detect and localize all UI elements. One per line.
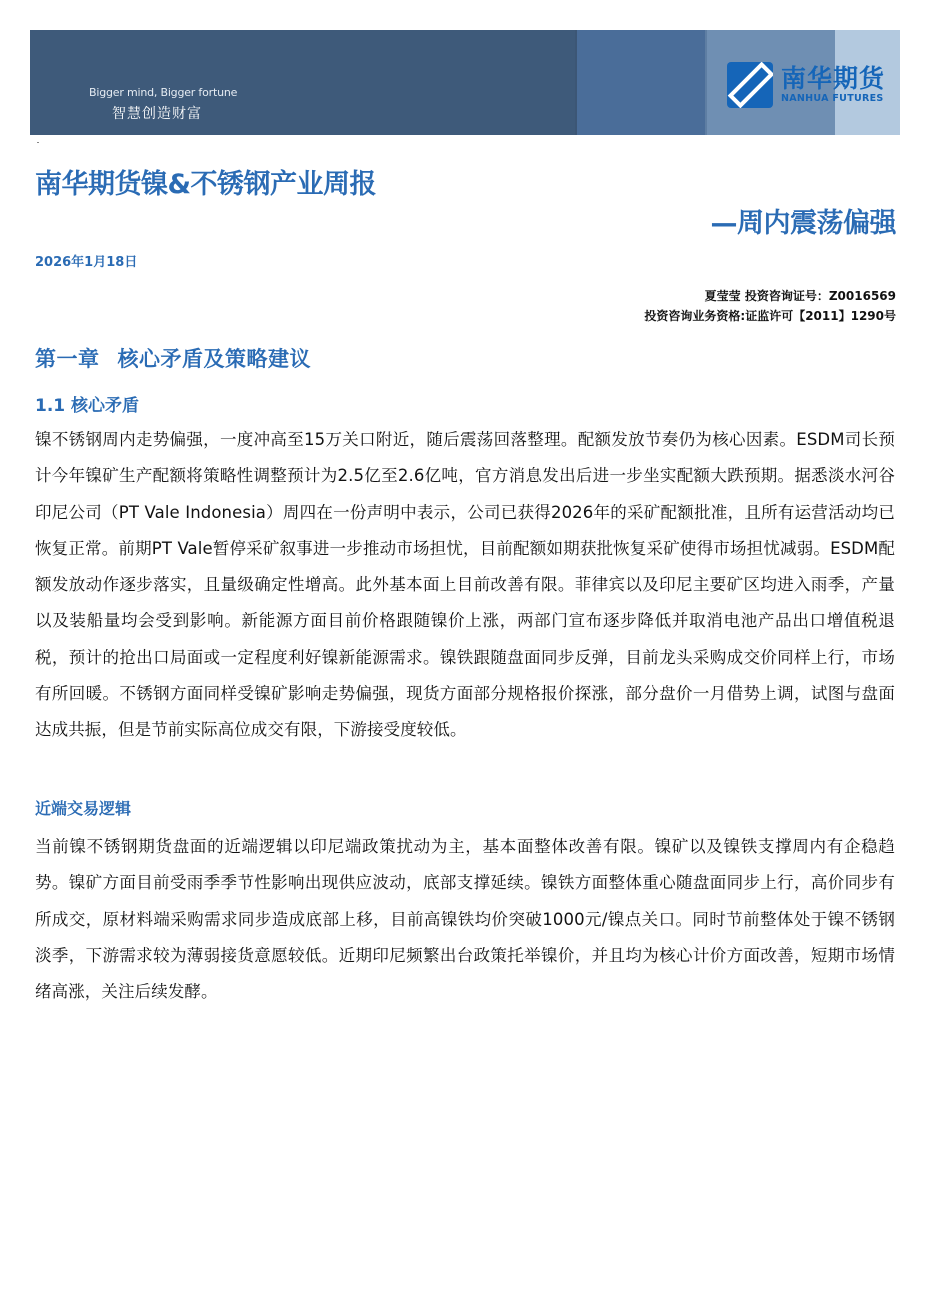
report-date: 2026年1月18日 <box>35 255 138 270</box>
nanhua-logo-icon <box>727 62 773 108</box>
report-subtitle: —周内震荡偏强 <box>710 208 896 239</box>
stray-mark <box>37 142 39 143</box>
slogan-english: Bigger mind, Bigger fortune <box>89 86 238 99</box>
author-credential: 夏莹莹 投资咨询证号：Z0016569 <box>704 289 896 303</box>
nanhua-logo <box>727 62 885 108</box>
slogan-chinese: 智慧创造财富 <box>112 106 202 122</box>
chapter-title: 核心矛盾及策略建议 <box>117 347 311 371</box>
author-block <box>644 286 896 326</box>
chapter-number: 第一章 <box>35 347 100 371</box>
banner-dark-panel <box>30 30 575 135</box>
logo-chinese-name: 南华期货 <box>781 64 886 93</box>
near-term-logic-paragraph: 当前镍不锈钢期货盘面的近端逻辑以印尼端政策扰动为主，基本面整体改善有限。镍矿以及镍铁支撑周内有企稳趋势。镍矿方面目前受雨季季节性影响出现供应波动，底部支撑延续。镍铁方面整体重心随盘面同步上行，高价同步有所成交，原材料端采购需求同步造成底部上移，目前高镍铁均价突破1000元/镍点关口。同时节前整体处于镍不锈钢淡季，下游需求较为薄弱接货意愿较低。近期印尼频繁出台政策托举镍价，并且均为核心计价方面改善，短期市场情绪高涨，关注后续发酵。 <box>35 837 895 1002</box>
license-info: 投资咨询业务资格:证监许可【2011】1290号 <box>644 309 896 323</box>
banner-mid-panel <box>575 30 705 135</box>
logo-english-name: NANHUA FUTURES <box>781 93 884 104</box>
chapter-heading <box>35 343 311 373</box>
section-heading: 1.1 核心矛盾 <box>35 396 140 416</box>
report-title: 南华期货镍&不锈钢产业周报 <box>35 169 377 200</box>
core-contradiction-paragraph: 镍不锈钢周内走势偏强，一度冲高至15万关口附近，随后震荡回落整理。配额发放节奏仍为核心因素。ESDM司长预计今年镍矿生产配额将策略性调整预计为2.5亿至2.6亿吨，官方消息发出后进一步坐实配额大跌预期。据悉淡水河谷印尼公司（PT Vale Indonesia）周四在一份声明中表示，公司已获得2026年的采矿配额批准，且所有运营活动均已恢复正常。前期PT Vale暂停采矿叙事进一步推动市场担忧，目前配额如期获批恢复采矿使得市场担忧减弱。ESDM配额发放动作逐步落实，且量级确定性增高。此外基本面上目前改善有限。菲律宾以及印尼主要矿区均进入雨季，产量以及装船量均会受到影响。新能源方面目前价格跟随镍价上涨，两部门宣布逐步降低并取消电池产品出口增值税退税，预计的抢出口局面或一定程度利好镍新能源需求。镍铁跟随盘面同步反弹，目前龙头采购成交价同样上行，市场有所回暖。不锈钢方面同样受镍矿影响走势偏强，现货方面部分规格报价探涨，部分盘价一月借势上调，试图与盘面达成共振，但是节前实际高位成交有限，下游接受度较低。 <box>35 430 895 740</box>
near-term-logic-heading: 近端交易逻辑 <box>35 799 132 818</box>
